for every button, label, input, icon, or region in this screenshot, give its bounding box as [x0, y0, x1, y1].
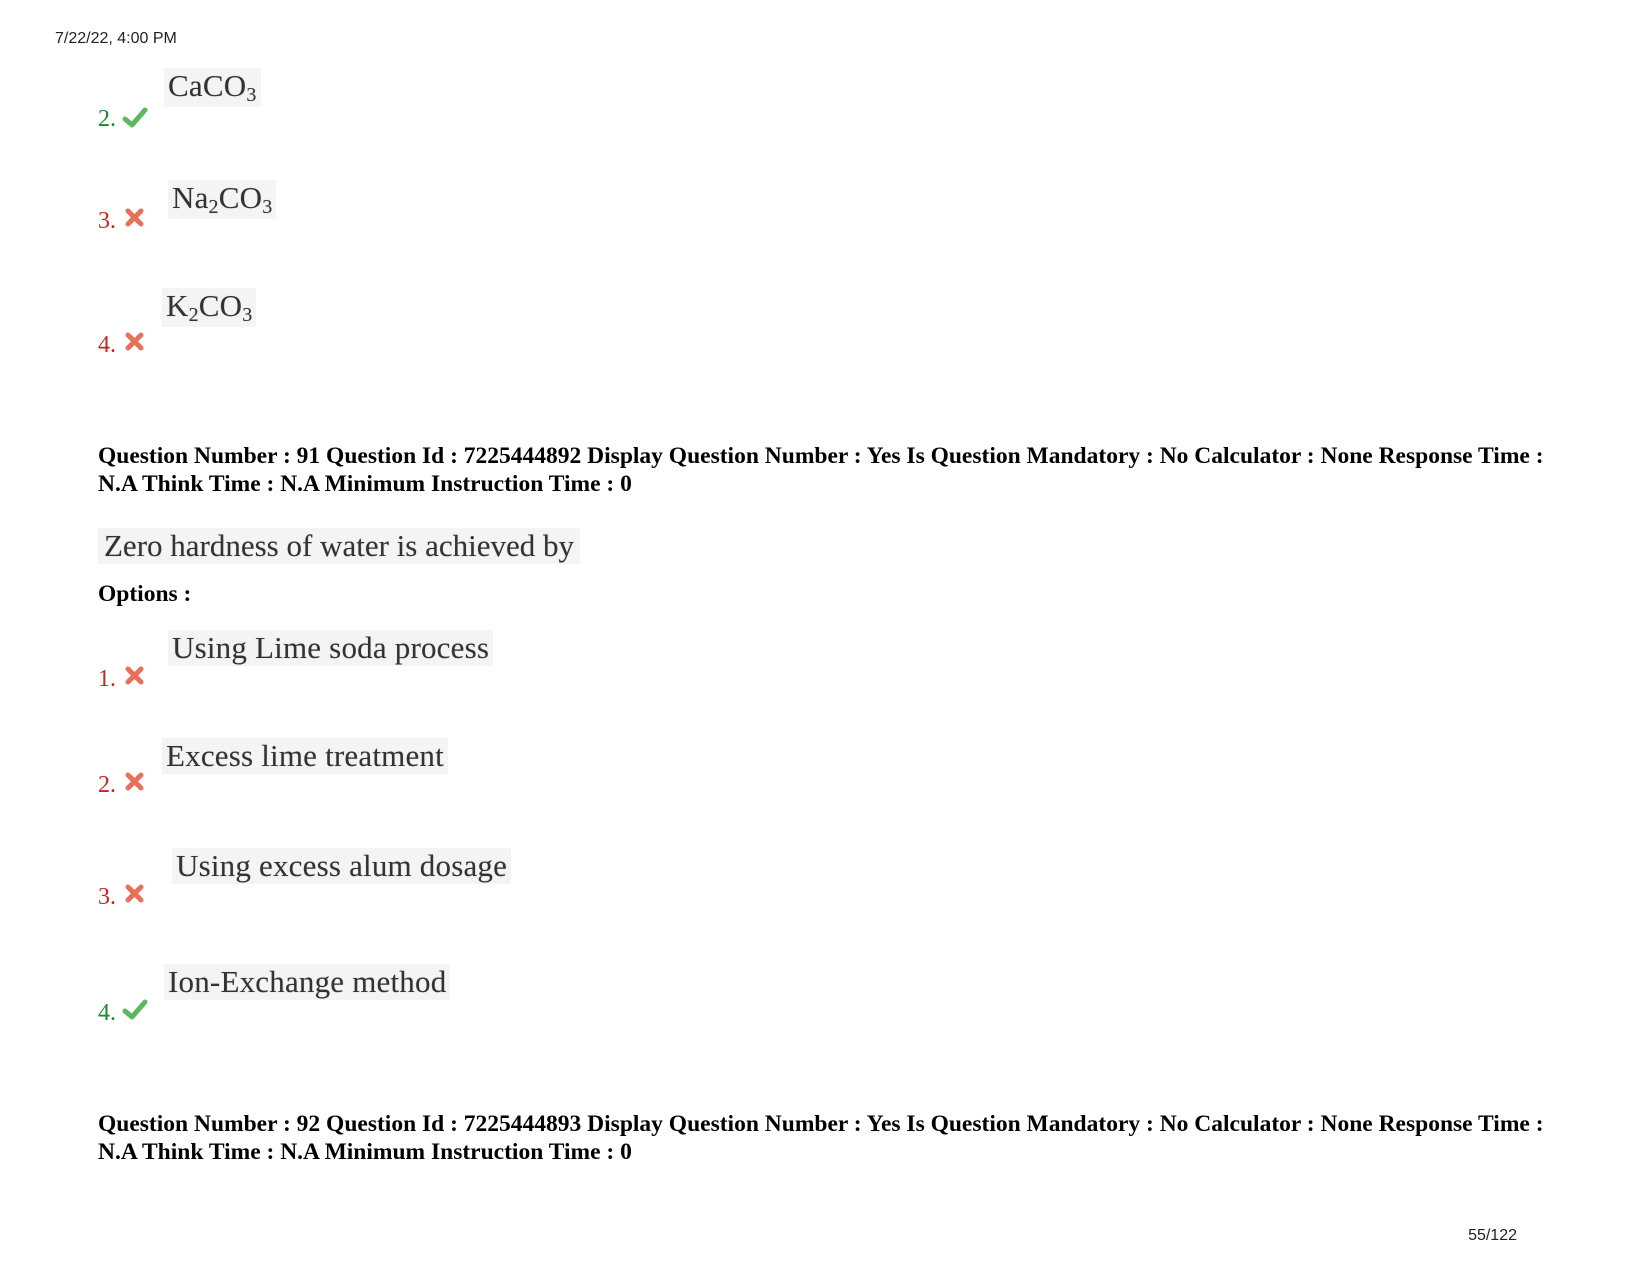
options-label: Options : — [98, 581, 192, 607]
option-text: Excess lime treatment — [162, 738, 448, 774]
question-meta: Question Number : 92 Question Id : 7225444893 Display Question Number : Yes Is Question Mandatory : No Calculator : None Response Time : N.A Think Time : N.A Minimum Instruction Time : 0 — [98, 1111, 1544, 1165]
cross-icon — [122, 664, 148, 688]
option-formula: $K_2CO_3$ — [162, 288, 256, 327]
option-row — [98, 176, 698, 256]
question-meta: Question Number : 91 Question Id : 7225444892 Display Question Number : Yes Is Question Mandatory : No Calculator : None Response Time : N.A Think Time : N.A Minimum Instruction Time : 0 — [98, 443, 1544, 497]
cross-icon — [122, 770, 148, 794]
check-icon — [122, 106, 148, 130]
print-timestamp: 7/22/22, 4:00 PM — [55, 30, 177, 47]
option-number: 2. — [98, 106, 116, 132]
option-number: 4. — [98, 1000, 116, 1026]
option-row — [98, 736, 698, 816]
option-row — [98, 284, 698, 364]
option-number: 1. — [98, 666, 116, 692]
cross-icon — [122, 882, 148, 906]
option-text: Ion-Exchange method — [164, 964, 450, 1000]
option-text: Using excess alum dosage — [172, 848, 511, 884]
option-row — [98, 962, 698, 1042]
option-number: 3. — [98, 884, 116, 910]
check-icon — [122, 998, 148, 1022]
cross-icon — [122, 206, 148, 230]
option-formula: $Na_2CO_3$ — [168, 180, 276, 219]
option-number: 4. — [98, 332, 116, 358]
option-row — [98, 628, 698, 708]
option-number: 3. — [98, 208, 116, 234]
option-row — [98, 846, 698, 926]
cross-icon — [122, 330, 148, 354]
option-number: 2. — [98, 772, 116, 798]
option-text: Using Lime soda process — [168, 630, 493, 666]
question-text: Zero hardness of water is achieved by — [98, 528, 580, 564]
option-formula: CaCO$_3$ — [164, 68, 261, 107]
page-number: 55/122 — [1468, 1227, 1517, 1244]
option-row — [98, 68, 698, 148]
